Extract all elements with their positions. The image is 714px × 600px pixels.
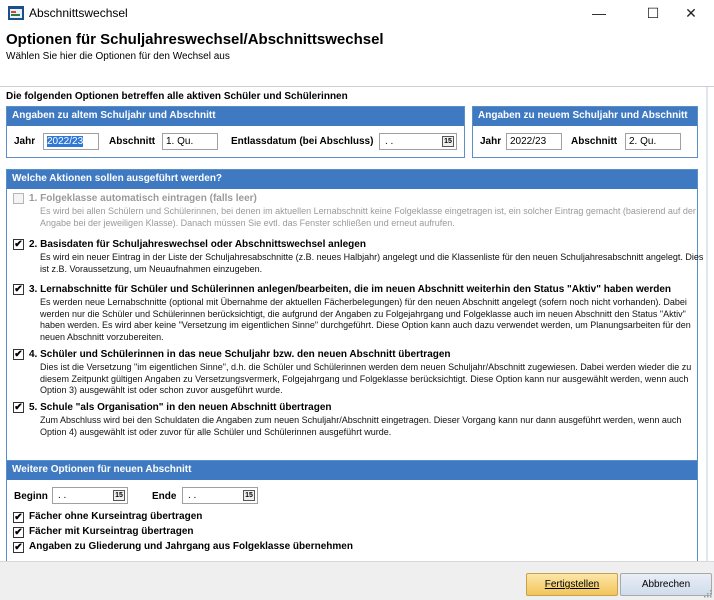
old-abschnitt-label: Abschnitt — [109, 136, 156, 147]
new-year-group — [472, 106, 698, 158]
beginn-input[interactable]: . . 15 — [52, 487, 128, 504]
option-4-desc: Dies ist die Versetzung "im eigentlichen Sinne", d.h. die Schüler und Schülerinnen werden dem neuen Schuljahr/Abschnitt zugewiesen. Dabei werden wieder die zu diesem Zeitpunkt gültigen Angaben zu Versetzungsvermerk, Folgejahrgang und Folgeklasse berücksichtigt. Diese Option kann nur ausgewählt werden, wenn auch Option 3) ausgewählt ist oder schon zuvor ausgeführt wurde. — [40, 362, 692, 395]
old-year-group — [6, 106, 465, 158]
old-year-heading: Angaben zu altem Schuljahr und Abschnitt — [7, 107, 464, 126]
calendar-icon[interactable]: 15 — [113, 490, 125, 501]
old-abschnitt-input[interactable]: 1. Qu. — [162, 133, 218, 150]
calendar-icon[interactable]: 15 — [243, 490, 255, 501]
new-abschnitt-input[interactable]: 2. Qu. — [625, 133, 681, 150]
dialog-content — [0, 87, 714, 561]
check-faecher-ohne-kurs-label: Fächer ohne Kurseintrag übertragen — [29, 511, 203, 522]
old-jahr-label: Jahr — [14, 136, 36, 147]
maximize-button[interactable]: ☐ — [646, 4, 660, 21]
intro-text: Die folgenden Optionen betreffen alle aktiven Schüler und Schülerinnen — [6, 91, 348, 102]
option-4 — [13, 349, 703, 404]
option-1-desc: Es wird bei allen Schülern und Schülerinnen, bei denen im aktuellen Lernabschnitt keine Folgeklasse eingetragen ist, ein solcher Eintrag gemacht (basierend auf der Angabe bei der jeweiligen Klasse). Danach müssen Sie evtl. das Fenster schließen und erneut aufrufen. — [40, 206, 696, 228]
option-5 — [13, 402, 703, 446]
check-faecher-mit-kurs-label: Fächer mit Kurseintrag übertragen — [29, 526, 194, 537]
beginn-label: Beginn — [14, 491, 48, 502]
resize-grip-icon[interactable] — [703, 589, 712, 598]
entlassdatum-input[interactable]: . . 15 — [379, 133, 457, 150]
option-3-desc: Es werden neue Lernabschnitte (optional mit Übernahme der aktuellen Fächerbelegungen) für den neuen Abschnitt angelegt (sofern noch nicht vorhanden). Dabei werden nur die Schüler und Schülerinnen berücksichtigt, die aufgrund der Angaben zu Folgejahrgang und Folgeklasse auch im neuen Abschnitt den Status "Aktiv" haben werden. Es wird aber keine "Versetzung im eigentlichen Sinne" durchgeführt. Diese Option kann auch dazu verwendet werden, um Planungsarbeiten für den neuen Abschnitt vorzubereiten. — [40, 297, 691, 342]
title-bar — [0, 0, 714, 26]
scrollbar[interactable] — [706, 87, 708, 561]
minimize-button[interactable]: — — [592, 5, 606, 21]
new-jahr-input[interactable]: 2022/23 — [506, 133, 562, 150]
entlassdatum-label: Entlassdatum (bei Abschluss) — [231, 136, 374, 147]
option-4-checkbox[interactable]: ✔ — [14, 349, 23, 360]
check-faecher-mit-kurs-box[interactable]: ✔ — [14, 527, 23, 538]
option-2-title: 2. Basisdaten für Schuljahreswechsel oder Abschnittswechsel anlegen — [29, 239, 366, 250]
dialog-footer — [0, 561, 714, 600]
option-3-checkbox[interactable]: ✔ — [14, 284, 23, 295]
ende-label: Ende — [152, 491, 177, 502]
check-faecher-ohne-kurs-box[interactable]: ✔ — [14, 512, 23, 523]
option-5-desc: Zum Abschluss wird bei den Schuldaten die Angaben zum neuen Schuljahr/Abschnitt eingetragen. Dieser Vorgang kann nur dann ausgeführt werden, wenn auch Option 4) ausgewählt ist oder zuvor für alle Schüler und Schülerinnen ausgeführt wurde. — [40, 415, 682, 437]
new-jahr-label: Jahr — [480, 136, 502, 147]
app-window-icon — [8, 6, 24, 20]
option-2 — [13, 239, 703, 283]
more-options-group — [6, 460, 698, 561]
option-2-desc: Es wird ein neuer Eintrag in der Liste der Schuljahresabschnitte (z.B. neues Halbjahr) angelegt und die Klassenliste für den neuen Schuljahresabschnitt angelegt. Dies ist z.B. Voraussetzung, um Neuaufnahmen einzugeben. — [40, 252, 704, 274]
calendar-icon[interactable]: 15 — [442, 136, 454, 147]
check-gliederung-box[interactable]: ✔ — [14, 542, 23, 553]
page-subtitle: Wählen Sie hier die Optionen für den Wechsel aus — [6, 51, 230, 62]
actions-heading: Welche Aktionen sollen ausgeführt werden? — [7, 170, 697, 189]
option-1-checkbox[interactable] — [13, 193, 24, 204]
new-year-heading: Angaben zu neuem Schuljahr und Abschnitt — [473, 107, 697, 126]
option-3-title: 3. Lernabschnitte für Schüler und Schülerinnen anlegen/bearbeiten, die im neuen Abschnitt weiterhin den Status "Aktiv" haben werden — [29, 284, 672, 295]
new-abschnitt-label: Abschnitt — [571, 136, 618, 147]
option-3 — [13, 284, 703, 350]
option-1-title: 1. Folgeklasse automatisch eintragen (falls leer) — [29, 193, 257, 204]
option-2-checkbox[interactable]: ✔ — [14, 239, 23, 250]
more-options-heading: Weitere Optionen für neuen Abschnitt — [7, 461, 697, 480]
window-title: Abschnittswechsel — [29, 6, 128, 20]
page-title: Optionen für Schuljahreswechsel/Abschnittswechsel — [6, 31, 384, 48]
check-gliederung-label: Angaben zu Gliederung und Jahrgang aus Folgeklasse übernehmen — [29, 541, 353, 552]
cancel-button[interactable]: Abbrechen — [620, 573, 712, 596]
option-4-title: 4. Schüler und Schülerinnen in das neue Schuljahr bzw. den neuen Abschnitt übertragen — [29, 349, 451, 360]
close-button[interactable]: ✕ — [685, 4, 697, 21]
finish-button[interactable]: Fertigstellen — [526, 573, 618, 596]
option-1 — [13, 193, 703, 237]
ende-input[interactable]: . . 15 — [182, 487, 258, 504]
option-5-checkbox[interactable]: ✔ — [14, 402, 23, 413]
option-5-title: 5. Schule "als Organisation" in den neuen Abschnitt übertragen — [29, 402, 332, 413]
old-jahr-input[interactable]: 2022/23 — [43, 133, 99, 150]
